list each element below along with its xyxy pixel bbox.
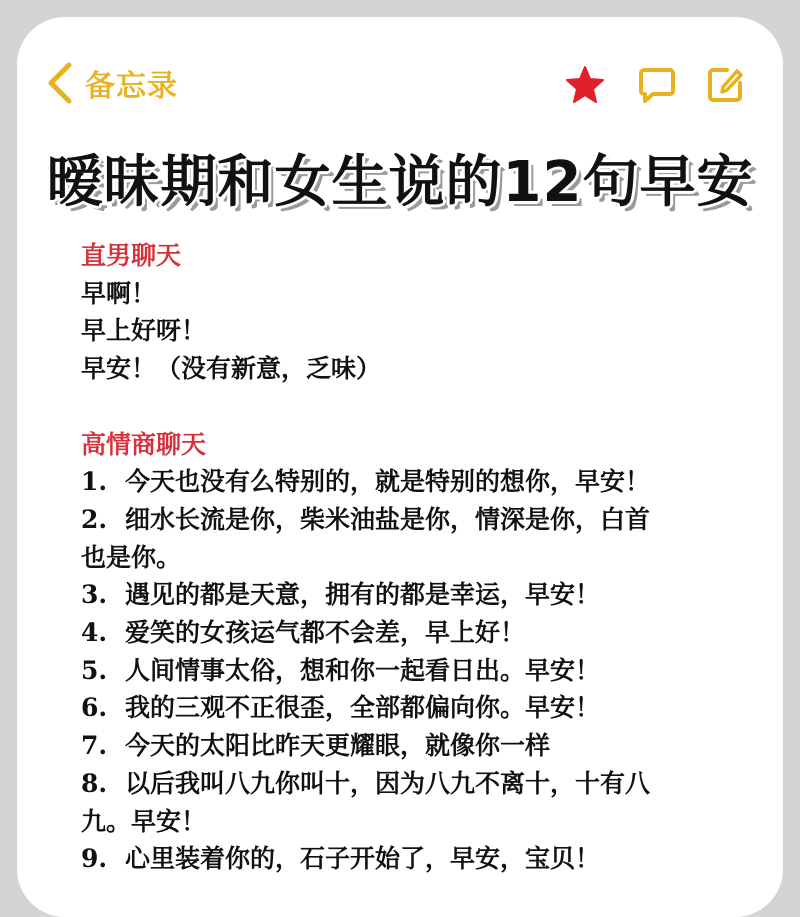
compose-button[interactable]: [705, 65, 745, 105]
note-line: 早啊！: [81, 278, 157, 308]
back-button[interactable]: [45, 61, 178, 105]
blank-line: [81, 388, 741, 426]
section-title-eq: 高情商聊天: [81, 429, 207, 459]
note-card: [17, 17, 783, 917]
top-navigation-bar: [17, 17, 783, 137]
list-item: [81, 840, 741, 878]
item-text: 人间情事太俗，想和你一起看日出。早安！: [125, 655, 601, 685]
item-number: 5.: [81, 655, 108, 685]
list-item-continuation: 也是你。: [81, 542, 182, 572]
item-number: 9.: [81, 844, 108, 874]
item-text: 今天也没有么特别的，就是特别的想你，早安！: [125, 467, 651, 497]
list-item: [81, 727, 741, 765]
list-item: [81, 501, 741, 539]
chevron-left-icon: [45, 61, 75, 105]
note-body: [81, 237, 741, 878]
section-title-straight: 直男聊天: [81, 241, 182, 270]
item-number: 7.: [81, 731, 108, 761]
list-item: [81, 652, 741, 690]
item-text: 心里装着你的，石子开始了，早安，宝贝！: [125, 844, 601, 874]
compose-icon: [705, 65, 745, 105]
item-text: 爱笑的女孩运气都不会差，早上好！: [125, 618, 526, 648]
note-line: 早上好呀！: [81, 316, 207, 346]
item-number: 4.: [81, 618, 108, 648]
item-number: 6.: [81, 693, 108, 723]
list-item: [81, 576, 741, 614]
favorite-button[interactable]: [565, 65, 605, 105]
list-item: [81, 463, 741, 501]
item-number: 3.: [81, 580, 108, 610]
comment-icon: [637, 65, 677, 105]
list-item-continuation: 九。早安！: [81, 806, 207, 836]
item-number: 2.: [81, 504, 108, 534]
item-text: 今天的太阳比昨天更耀眼，就像你一样: [125, 731, 551, 761]
list-item: [81, 689, 741, 727]
item-text: 细水长流是你，柴米油盐是你，情深是你，白首: [125, 504, 651, 534]
list-item: [81, 614, 741, 652]
comment-button[interactable]: [637, 65, 677, 105]
note-line: 早安！（没有新意，乏味）: [81, 354, 382, 384]
back-label: 备忘录: [85, 69, 178, 104]
item-number: 1.: [81, 467, 108, 497]
item-text: 我的三观不正很歪，全部都偏向你。早安！: [125, 693, 601, 723]
page-title: 暧昧期和女生说的12句早安: [46, 150, 754, 215]
item-text: 遇见的都是天意，拥有的都是幸运，早安！: [125, 580, 601, 610]
item-number: 8.: [81, 768, 108, 798]
star-icon: [565, 65, 605, 105]
item-text: 以后我叫八九你叫十，因为八九不离十，十有八: [125, 768, 651, 798]
list-item: [81, 765, 741, 803]
